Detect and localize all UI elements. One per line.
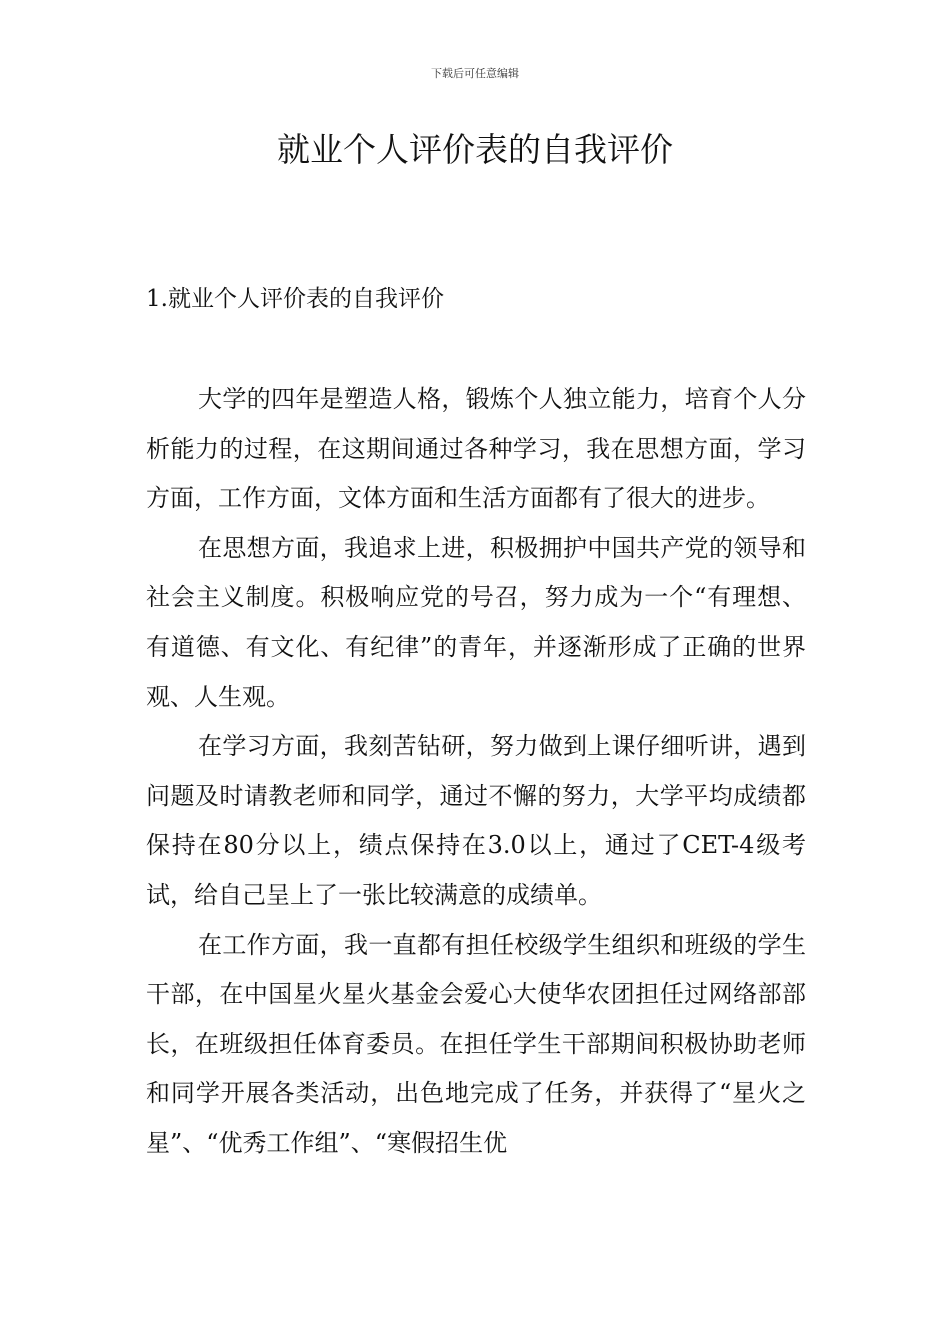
- document-title: 就业个人评价表的自我评价: [277, 130, 673, 169]
- paragraph-study: 在学习方面，我刻苦钻研，努力做到上课仔细听讲，遇到问题及时请教老师和同学，通过不懈的努力，大学平均成绩都保持在80分以上，绩点保持在3.0以上，通过了CET-4级考试，给自己呈上了一张比较满意的成绩单。: [146, 732, 806, 909]
- body-text: [146, 375, 806, 1169]
- paragraph-work: 在工作方面，我一直都有担任校级学生组织和班级的学生干部，在中国星火星火基金会爱心大使华农团担任过网络部部长，在班级担任体育委员。在担任学生干部期间积极协助老师和同学开展各类活动，出色地完成了任务，并获得了“星火之星”、“优秀工作组”、“寒假招生优: [146, 930, 806, 1157]
- paragraph-thought: 在思想方面，我追求上进，积极拥护中国共产党的领导和社会主义制度。积极响应党的号召，努力成为一个“有理想、有道德、有文化、有纪律”的青年，并逐渐形成了正确的世界观、人生观。: [146, 533, 806, 711]
- header-note: 下载后可任意编辑: [431, 67, 519, 80]
- section-heading: 1.就业个人评价表的自我评价: [146, 286, 444, 312]
- paragraph-intro: 大学的四年是塑造人格，锻炼个人独立能力，培育个人分析能力的过程，在这期间通过各种学习，我在思想方面，学习方面，工作方面，文体方面和生活方面都有了很大的进步。: [146, 385, 806, 513]
